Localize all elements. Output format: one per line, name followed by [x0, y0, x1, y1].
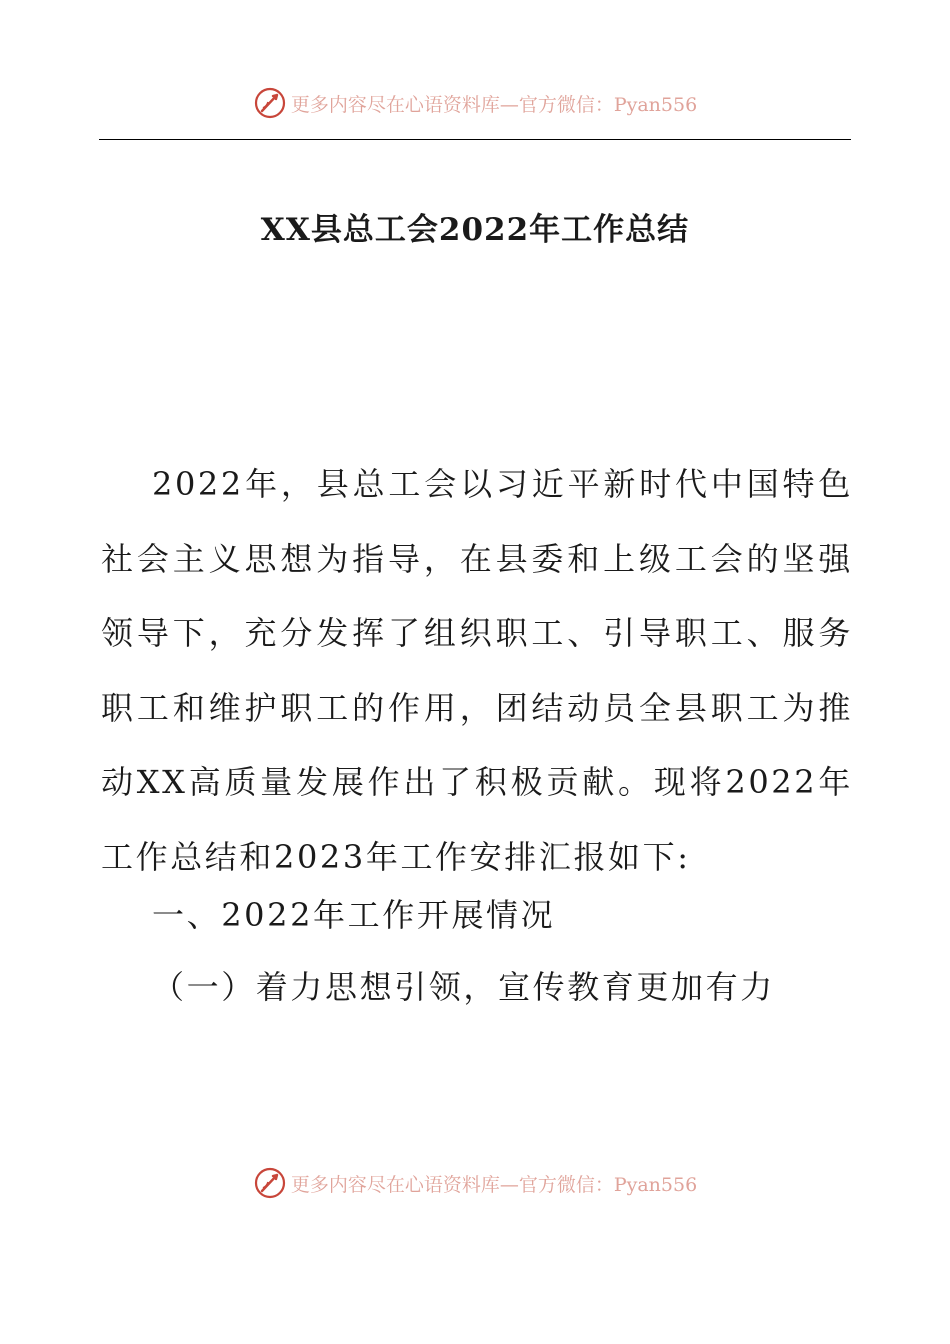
section-heading: 一、2022年工作开展情况: [152, 896, 556, 934]
document-title: XX县总工会2022年工作总结: [260, 212, 690, 248]
intro-paragraph-text: 2022年，县总工会以习近平新时代中国特色社会主义思想为指导，在县委和上级工会的坚强领导下，充分发挥了组织职工、引导职工、服务职工和维护职工的作用，团结动员全县职工为推动XX高质量发展作出了积极贡献。现将2022年工作总结和2023年工作安排汇报如下:: [101, 465, 853, 876]
quill-pen-logo-icon: [253, 86, 287, 120]
quill-pen-logo-icon: [253, 1166, 287, 1200]
intro-paragraph: [101, 447, 853, 894]
watermark-text: 更多内容尽在心语资料库—官方微信：Pyan556: [290, 93, 698, 116]
watermark-text: 更多内容尽在心语资料库—官方微信：Pyan556: [290, 1173, 698, 1196]
header-watermark: [0, 86, 950, 120]
footer-watermark: [0, 1166, 950, 1200]
subsection-heading: （一）着力思想引领，宣传教育更加有力: [152, 968, 775, 1006]
header-divider: [99, 139, 851, 140]
